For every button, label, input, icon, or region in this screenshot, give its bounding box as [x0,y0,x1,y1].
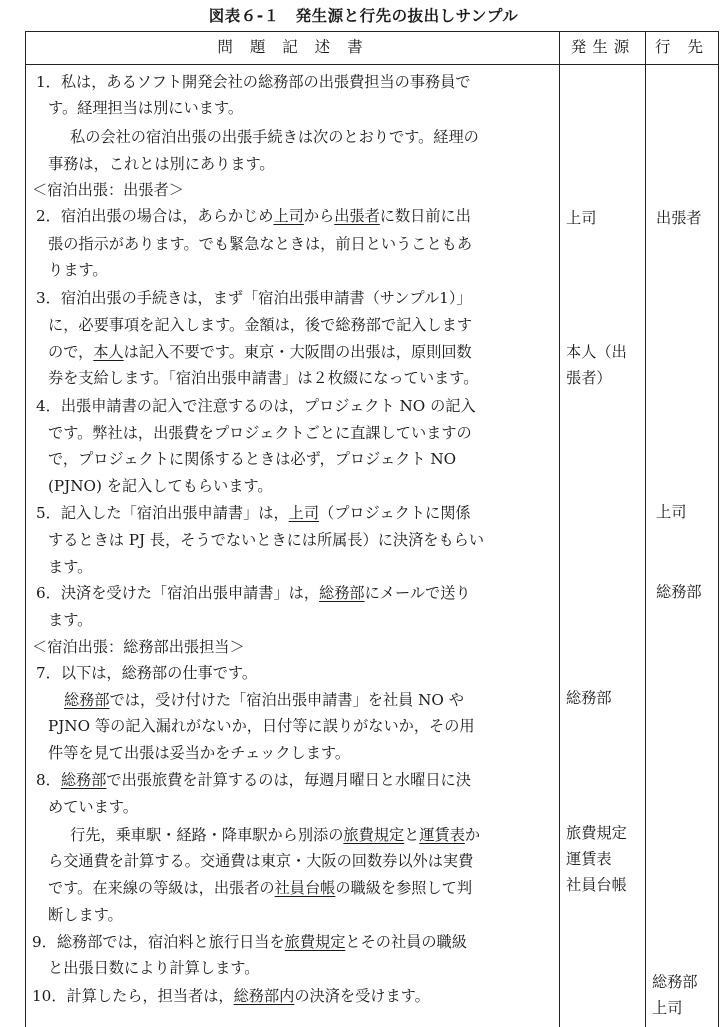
text-segment: にメールで送り [364,584,471,602]
underlined-term: 総務部 [60,771,107,789]
text-segment: に，必要事項を記入します。金額は，後で総務部で記入します [48,316,473,334]
text-segment: ます。 [48,611,93,629]
description-line [70,823,480,847]
description-line [36,768,471,792]
source-value: 社員台帳 [566,876,627,894]
text-segment: ら交通費を計算する。交通費は東京・大阪の回数券以外は実費 [48,852,474,870]
description-line [48,474,273,498]
description-line [48,340,472,364]
text-segment: 8． [36,771,61,789]
text-segment: の決済を受けます。 [294,987,430,1005]
description-line [48,232,472,256]
description-line [36,581,471,605]
underlined-term: 総務部 [64,691,110,709]
problem-statement-table [25,31,719,1027]
text-segment: で出張旅費を計算するのは，毎週月曜日と水曜日に決 [106,771,471,789]
underlined-term: 本人 [93,343,124,361]
text-segment: と [404,826,420,844]
description-line [48,152,275,176]
text-segment: 10．計算したら，担当者は， [32,987,234,1005]
description-line [48,741,350,765]
description-line [48,421,472,445]
text-segment: ります。 [48,261,108,279]
description-line [70,125,479,149]
destination-value: 総務部 [652,973,698,991]
underlined-term: 旅費規定 [343,826,405,844]
description-line [48,903,123,927]
description-line [36,501,471,525]
description-line [48,258,108,282]
description-line [36,286,472,310]
text-segment: 6．決済を受けた「宿泊出張申請書」は， [36,584,320,602]
text-segment: (PJNO) を記入してもらいます。 [48,477,273,495]
text-segment: す。経理担当は別にいます。 [48,99,244,117]
text-segment: 券を支給します。「宿泊出張申請書」は２枚綴になっています。 [48,369,479,387]
column-divider-2 [645,32,646,1027]
text-segment: 張の指示があります。でも緊急なときは，前日ということもあ [48,235,473,253]
text-segment: から [303,207,335,225]
text-segment: では，受け付けた「宿泊出張申請書」を社員 NO や [109,691,464,709]
source-value: 本人（出 [566,343,627,361]
text-segment: 事務は，これとは別にあります。 [48,155,275,173]
underlined-term: 旅費規定 [284,933,346,951]
text-segment: 断します。 [48,906,123,924]
text-segment: めています。 [48,798,138,816]
header-destination: 行 先 [655,38,709,56]
text-segment: 9．総務部では，宿泊料と旅行日当を [32,933,285,951]
destination-value: 総務部 [656,583,702,601]
description-line [48,608,92,632]
underlined-term: 上司 [273,207,304,225]
underlined-term: 出張者 [334,207,380,225]
description-line [48,876,472,900]
text-segment: ので， [48,343,94,361]
text-segment: 行先，乗車駅・経路・降車駅から別添の [70,826,344,844]
text-segment: 4．出張申請書の記入で注意するのは，プロジェクト NO の記入 [36,397,476,415]
text-segment: は記入不要です。東京・大阪間の出張は，原則回数 [123,343,472,361]
underlined-term: 社員台帳 [274,879,336,897]
text-segment: ＜宿泊出張：総務部出張担当＞ [32,638,245,656]
column-divider-1 [559,32,560,1027]
text-segment: ます。 [48,558,93,576]
description-line [48,555,92,579]
destination-value: 上司 [656,503,687,521]
description-line [48,96,243,120]
underlined-term: 総務部内 [233,987,295,1005]
description-line [36,204,471,228]
text-segment: PJNO 等の記入漏れがないか，日付等に誤りがないか，その用 [48,717,475,735]
description-line [48,528,484,552]
description-line [36,394,476,418]
description-line [36,661,257,685]
description-line [32,984,430,1008]
text-segment: とその社員の職級 [345,933,467,951]
source-value: 上司 [566,209,597,227]
description-line [48,849,473,873]
text-segment: ＜宿泊出張：出張者＞ [32,181,184,199]
text-segment: に数日前に出 [379,207,471,225]
text-segment: か [464,826,481,844]
text-segment: 5．記入した「宿泊出張申請書」は， [36,504,289,522]
text-segment: （プロジェクトに関係 [319,504,471,522]
text-segment: です。弊社は，出張費をプロジェクトごとに直課していますの [48,424,472,442]
destination-value: 出張者 [656,209,702,227]
description-line [36,70,471,94]
source-value: 張者） [566,369,612,387]
description-line [64,688,464,712]
header-description: 問 題 記 述 書 [217,38,369,56]
destination-value: 上司 [652,999,683,1017]
description-line [32,635,245,659]
text-segment: の職級を参照して判 [335,879,473,897]
description-line [48,313,472,337]
source-value: 運賃表 [566,850,612,868]
text-segment: で，プロジェクトに関係するときは必ず，プロジェクト NO [48,450,457,468]
text-segment: 3．宿泊出張の手続きは，まず「宿泊出張申請書（サンプル1）」 [36,289,472,307]
text-segment: 2．宿泊出張の場合は，あらかじめ [36,207,274,225]
underlined-term: 運賃表 [419,826,465,844]
description-line [48,447,456,471]
underlined-term: 上司 [288,504,320,522]
text-segment: するときは PJ 長，そうでないときには所属長）に決済をもらい [48,531,485,549]
source-value: 総務部 [566,689,612,707]
text-segment: 1．私は，あるソフト開発会社の総務部の出張費担当の事務員で [36,73,471,91]
text-segment: 7．以下は，総務部の仕事です。 [36,664,258,682]
description-line [32,930,467,954]
description-line [48,956,259,980]
description-line [48,714,475,738]
header-source: 発生源 [570,38,636,56]
text-segment: です。在来線の等級は，出張者の [48,879,275,897]
page-title: 図表６-１ 発生源と行先の抜出しサンプル [208,7,519,25]
text-segment: と出張日数により計算します。 [48,959,260,977]
text-segment: 件等を見て出張は妥当かをチェックします。 [48,744,351,762]
description-line [48,795,138,819]
description-line [32,178,184,202]
table-header [26,32,718,65]
text-segment: 私の会社の宿泊出張の出張手続きは次のとおりです。経理の [70,128,479,146]
source-value: 旅費規定 [566,824,627,842]
underlined-term: 総務部 [319,584,365,602]
description-line [48,366,478,390]
